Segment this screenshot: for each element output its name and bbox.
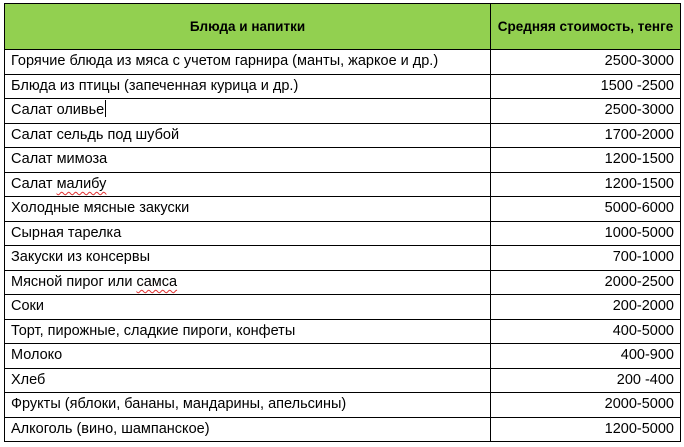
dish-name-cell[interactable]: Салат мимоза [5, 148, 491, 173]
dish-name-cell[interactable]: Закуски из консервы [5, 246, 491, 271]
dish-name-cell[interactable] [5, 172, 491, 197]
price-cell[interactable]: 1000-5000 [491, 221, 681, 246]
dish-name-cell[interactable]: Горячие блюда из мяса с учетом гарнира (манты, жаркое и др.) [5, 50, 491, 75]
dishes-price-table [4, 3, 681, 442]
price-cell[interactable]: 5000-6000 [491, 197, 681, 222]
price-cell[interactable]: 400-900 [491, 344, 681, 369]
dish-name-cell[interactable]: Молоко [5, 344, 491, 369]
dish-name-cell[interactable]: Холодные мясные закуски [5, 197, 491, 222]
table-row [5, 417, 681, 442]
header-cell-dishes[interactable]: Блюда и напитки [5, 4, 491, 50]
price-cell[interactable]: 1700-2000 [491, 123, 681, 148]
dish-name-cell[interactable]: Алкоголь (вино, шампанское) [5, 417, 491, 442]
price-cell[interactable]: 2500-3000 [491, 50, 681, 75]
dish-name-cell[interactable]: Блюда из птицы (запеченная курица и др.) [5, 74, 491, 99]
dish-name-cell[interactable]: Фрукты (яблоки, бананы, мандарины, апельсины) [5, 393, 491, 418]
table-row [5, 393, 681, 418]
dish-name-cell[interactable]: Торт, пирожные, сладкие пироги, конфеты [5, 319, 491, 344]
spreadsheet-sheet [4, 3, 680, 442]
table-row [5, 344, 681, 369]
price-cell[interactable]: 200-2000 [491, 295, 681, 320]
dish-name-text: Мясной пирог или [11, 273, 137, 290]
table-row [5, 148, 681, 173]
table-row [5, 99, 681, 124]
table-row [5, 270, 681, 295]
table-row [5, 319, 681, 344]
header-cell-average-cost[interactable]: Средняя стоимость, тенге [491, 4, 681, 50]
price-cell[interactable]: 2500-3000 [491, 99, 681, 124]
dish-name-text: Салат оливье [11, 102, 105, 119]
table-row [5, 368, 681, 393]
price-cell[interactable]: 1200-1500 [491, 148, 681, 173]
price-cell[interactable]: 400-5000 [491, 319, 681, 344]
table-row [5, 74, 681, 99]
dish-name-cell-active[interactable] [5, 99, 491, 124]
price-cell[interactable]: 2000-2500 [491, 270, 681, 295]
price-cell[interactable]: 1200-1500 [491, 172, 681, 197]
dish-name-cell[interactable]: Соки [5, 295, 491, 320]
price-cell[interactable]: 700-1000 [491, 246, 681, 271]
spellcheck-marked-word: самса [136, 273, 178, 290]
price-cell[interactable]: 1500 -2500 [491, 74, 681, 99]
table-row [5, 221, 681, 246]
table-row [5, 197, 681, 222]
dish-name-cell[interactable]: Сырная тарелка [5, 221, 491, 246]
table-row [5, 50, 681, 75]
dish-name-cell[interactable] [5, 270, 491, 295]
price-cell[interactable]: 1200-5000 [491, 417, 681, 442]
dish-name-text: Салат [11, 175, 57, 192]
price-cell[interactable]: 200 -400 [491, 368, 681, 393]
table-row [5, 123, 681, 148]
header-row [5, 4, 681, 50]
dish-name-cell[interactable]: Салат сельдь под шубой [5, 123, 491, 148]
dish-name-cell[interactable]: Хлеб [5, 368, 491, 393]
table-row [5, 295, 681, 320]
table-row [5, 246, 681, 271]
price-cell[interactable]: 2000-5000 [491, 393, 681, 418]
spellcheck-marked-word: малибу [56, 175, 107, 192]
text-cursor [105, 100, 106, 117]
table-row [5, 172, 681, 197]
